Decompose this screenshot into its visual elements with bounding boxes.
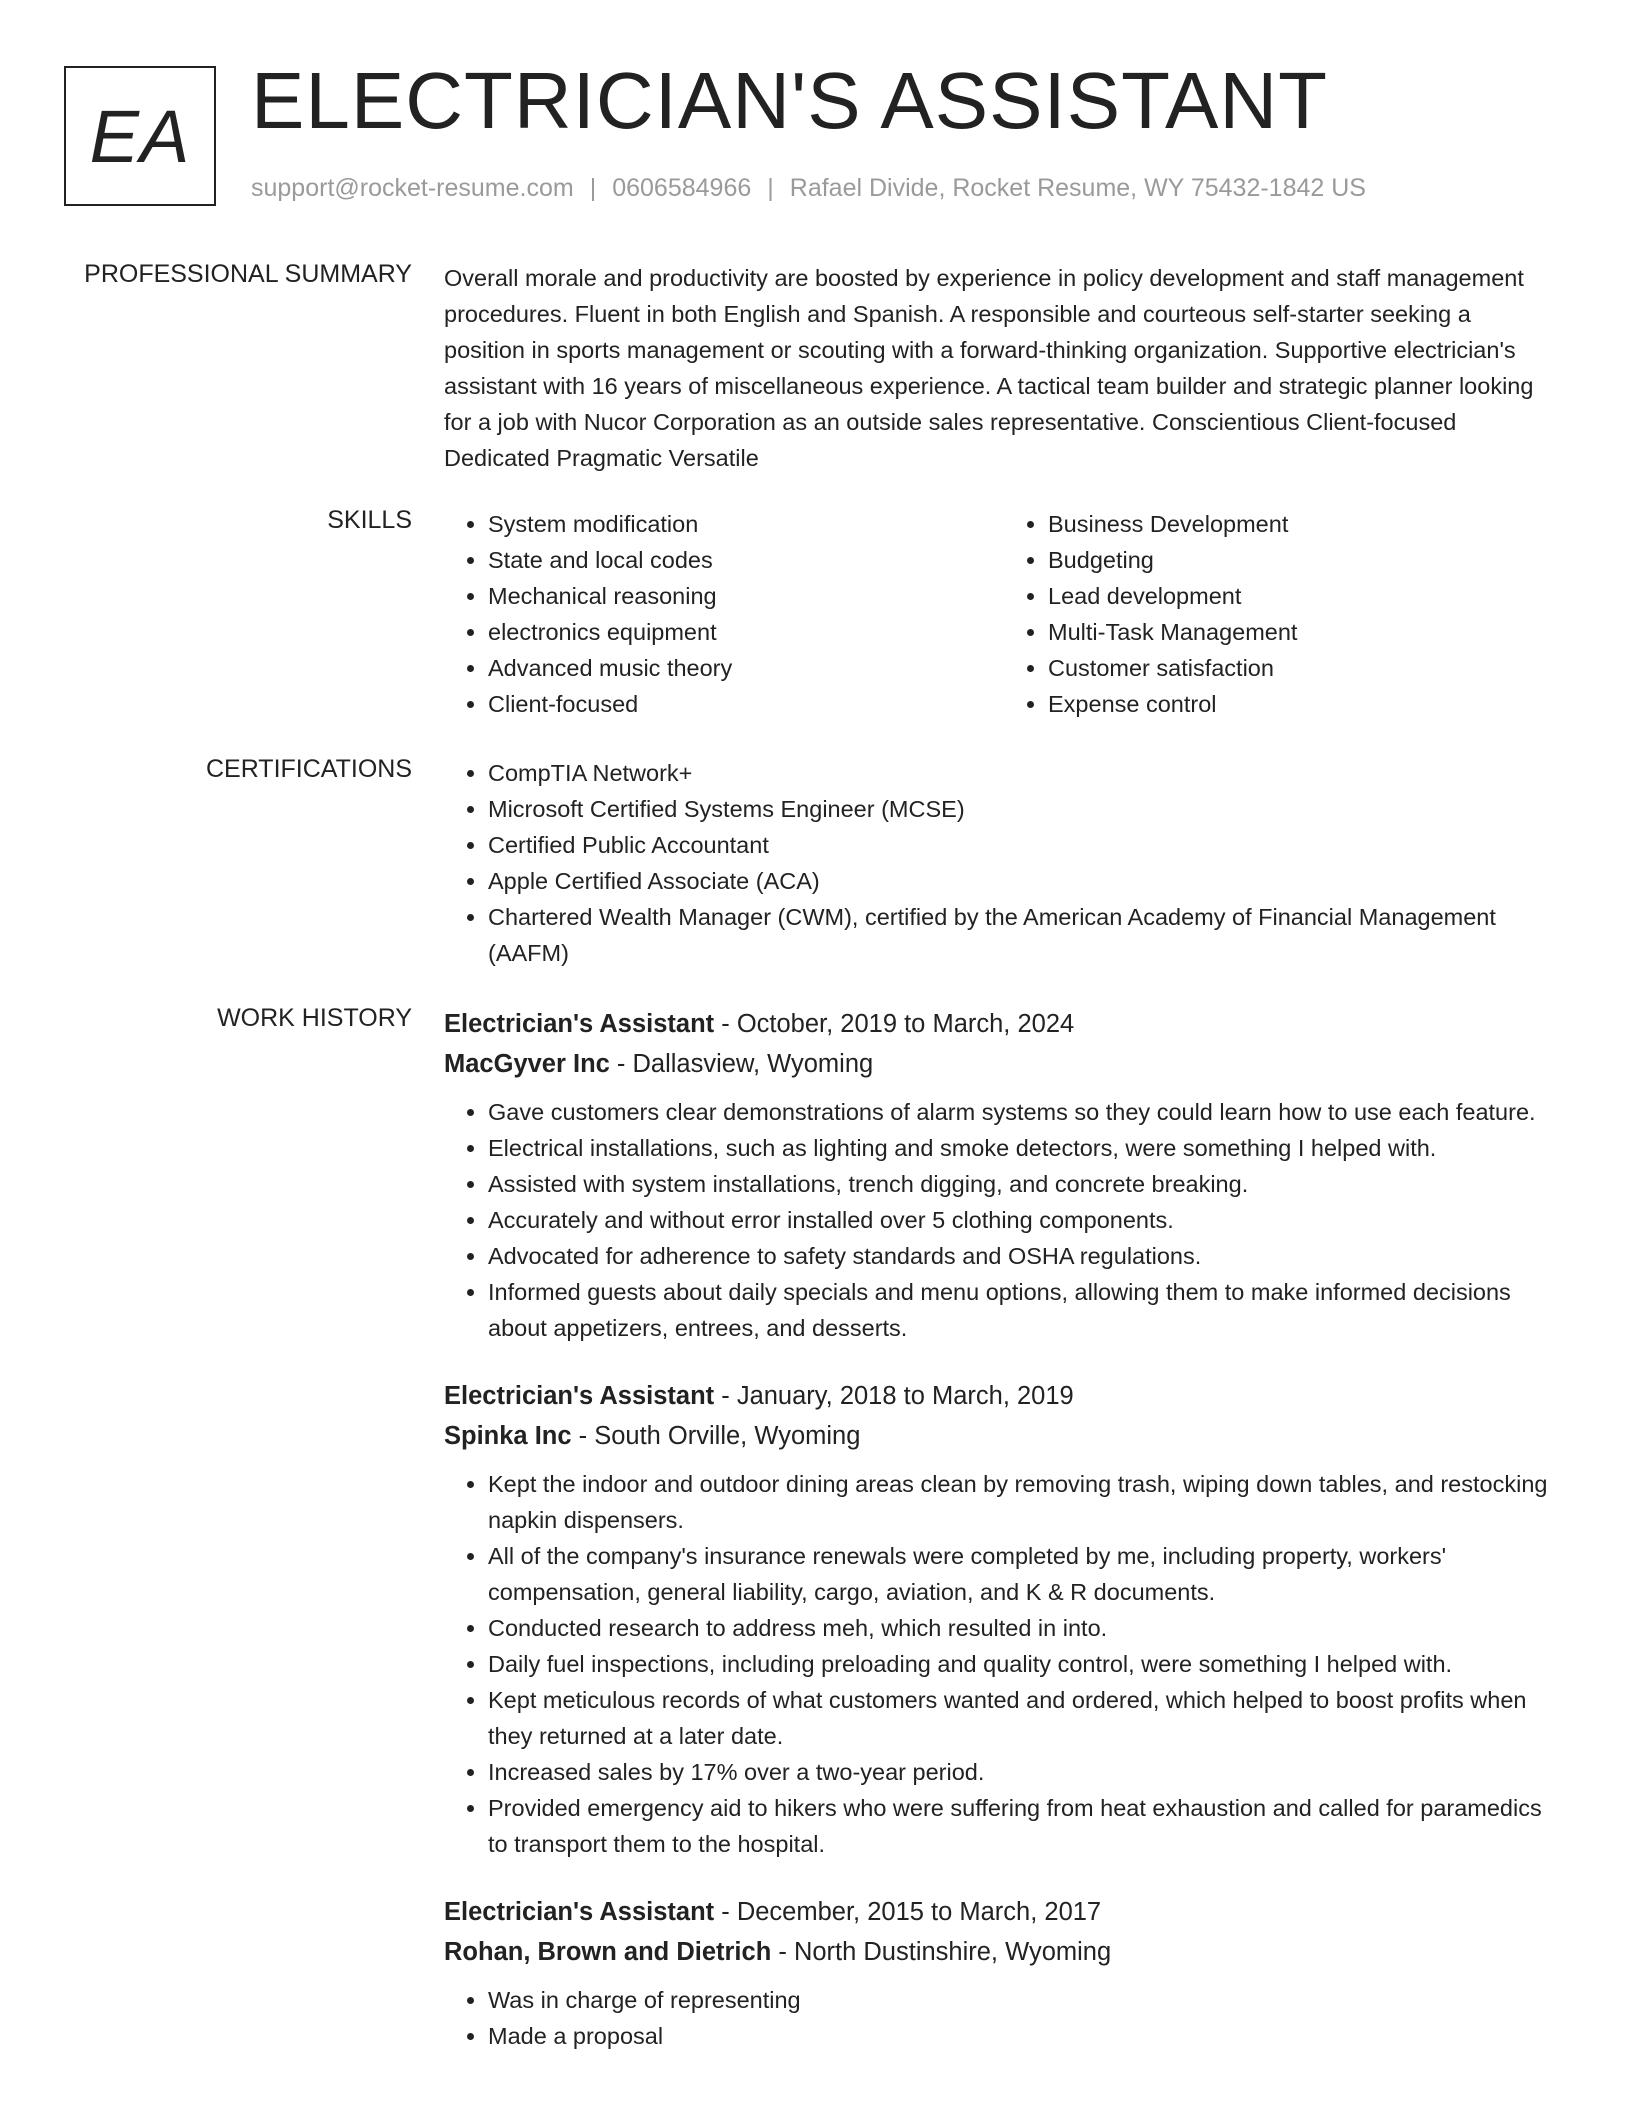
section-heading-work-history: WORK HISTORY xyxy=(217,1004,412,1032)
skill-item: • State and local codes xyxy=(488,542,1004,578)
job-location: - Dallasview, Wyoming xyxy=(609,1050,874,1078)
skill-item: • Customer satisfaction xyxy=(1048,650,1564,686)
job-company: Spinka Inc xyxy=(444,1422,572,1450)
job-dates: - October, 2019 to March, 2024 xyxy=(714,1010,1075,1038)
job-bullet: • Increased sales by 17% over a two-year period. xyxy=(488,1754,1564,1790)
section-heading-summary: PROFESSIONAL SUMMARY xyxy=(84,260,412,288)
job-bullet: • All of the company's insurance renewals were completed by me, including property, workers' compensation, general liability, cargo, aviation, and K & R documents. xyxy=(488,1538,1564,1610)
contact-separator: | xyxy=(589,174,597,202)
job-bullet: • Was in charge of representing xyxy=(488,1982,1564,2018)
certifications-body xyxy=(444,755,1564,971)
skill-item: • System modification xyxy=(488,506,1004,542)
skill-item: • Mechanical reasoning xyxy=(488,578,1004,614)
job-company-line xyxy=(444,1044,1564,1084)
job-dates: - January, 2018 to March, 2019 xyxy=(714,1382,1074,1410)
monogram-box xyxy=(64,66,216,206)
job-bullet: • Kept meticulous records of what customers wanted and ordered, which helped to boost profits when they returned at a later date. xyxy=(488,1682,1564,1754)
skill-item: • Multi-Task Management xyxy=(1048,614,1564,650)
job-bullet: • Daily fuel inspections, including preloading and quality control, were something I helped with. xyxy=(488,1646,1564,1682)
job-title: Electrician's Assistant xyxy=(444,1382,715,1410)
job-title-line xyxy=(444,1376,1564,1416)
job-bullet: • Made a proposal xyxy=(488,2018,1564,2054)
contact-separator: | xyxy=(767,174,774,202)
job-bullet-list xyxy=(444,1982,1564,2054)
job-bullet: • Kept the indoor and outdoor dining areas clean by removing trash, wiping down tables, and restocking napkin dispensers. xyxy=(488,1466,1564,1538)
skill-item: • Advanced music theory xyxy=(488,650,1004,686)
job-bullet: • Assisted with system installations, trench digging, and concrete breaking. xyxy=(488,1166,1564,1202)
skill-item: • Budgeting xyxy=(1048,542,1564,578)
contact-email[interactable]: support@rocket-resume.com xyxy=(251,174,574,202)
job-company-line xyxy=(444,1932,1564,1972)
contact-address: Rafael Divide, Rocket Resume, WY 75432-1842 US xyxy=(789,174,1366,202)
certification-item: • Certified Public Accountant xyxy=(488,827,1564,863)
job-bullet: • Provided emergency aid to hikers who were suffering from heat exhaustion and called for paramedics to transport them to the hospital. xyxy=(488,1790,1564,1862)
job-bullet-list xyxy=(444,1466,1564,1862)
certification-item: • Chartered Wealth Manager (CWM), certified by the American Academy of Financial Management (AAFM) xyxy=(488,899,1564,971)
job-bullet-list xyxy=(444,1094,1564,1346)
work-history-body xyxy=(444,1004,1564,2084)
skill-item: • Business Development xyxy=(1048,506,1564,542)
section-heading-skills: SKILLS xyxy=(327,506,412,534)
job-entry xyxy=(444,1376,1564,1862)
job-title: Electrician's Assistant xyxy=(444,1010,715,1038)
job-entry xyxy=(444,1004,1564,1346)
job-title-line xyxy=(444,1892,1564,1932)
summary-text: Overall morale and productivity are boosted by experience in policy development and staff management procedures. Fluent in both English and Spanish. A responsible and courteous self-starter seeking a position in sports management or scouting with a forward-thinking organization. Supportive electrician's assistant with 16 years of miscellaneous experience. A tactical team builder and strategic planner looking for a job with Nucor Corporation as an outside sales representative. Conscientious Client-focused Dedicated Pragmatic Versatile xyxy=(444,265,1534,471)
job-bullet: • Accurately and without error installed over 5 clothing components. xyxy=(488,1202,1564,1238)
section-heading-certifications: CERTIFICATIONS xyxy=(205,755,412,783)
job-bullet: • Conducted research to address meh, which resulted in into. xyxy=(488,1610,1564,1646)
job-bullet: • Gave customers clear demonstrations of alarm systems so they could learn how to use each feature. xyxy=(488,1094,1564,1130)
job-title: Electrician's Assistant xyxy=(444,1898,715,1926)
job-company-line xyxy=(444,1416,1564,1456)
certification-item: • CompTIA Network+ xyxy=(488,755,1564,791)
certification-item: • Apple Certified Associate (ACA) xyxy=(488,863,1564,899)
skills-list-left xyxy=(444,506,1004,722)
skill-item: • Client-focused xyxy=(488,686,1004,722)
certifications-list xyxy=(444,755,1564,971)
job-dates: - December, 2015 to March, 2017 xyxy=(714,1898,1102,1926)
skills-list-right xyxy=(1004,506,1564,722)
resume-title: ELECTRICIAN'S ASSISTANT xyxy=(251,56,1329,145)
skills-columns xyxy=(444,506,1564,722)
job-company: Rohan, Brown and Dietrich xyxy=(444,1938,772,1966)
job-bullet: • Informed guests about daily specials and menu options, allowing them to make informed decisions about appetizers, entrees, and desserts. xyxy=(488,1274,1564,1346)
skill-item: • Expense control xyxy=(1048,686,1564,722)
job-title-line xyxy=(444,1004,1564,1044)
job-company: MacGyver Inc xyxy=(444,1050,610,1078)
job-bullet: • Advocated for adherence to safety standards and OSHA regulations. xyxy=(488,1238,1564,1274)
job-bullet: • Electrical installations, such as lighting and smoke detectors, were something I helped with. xyxy=(488,1130,1564,1166)
skill-item: • electronics equipment xyxy=(488,614,1004,650)
contact-line xyxy=(251,174,1366,203)
contact-phone[interactable]: 0606584966 xyxy=(612,174,752,202)
certification-item: • Microsoft Certified Systems Engineer (MCSE) xyxy=(488,791,1564,827)
job-location: - North Dustinshire, Wyoming xyxy=(771,1938,1112,1966)
monogram-initials: EA xyxy=(89,94,191,178)
job-location: - South Orville, Wyoming xyxy=(571,1422,861,1450)
skill-item: • Lead development xyxy=(1048,578,1564,614)
job-entry xyxy=(444,1892,1564,2054)
